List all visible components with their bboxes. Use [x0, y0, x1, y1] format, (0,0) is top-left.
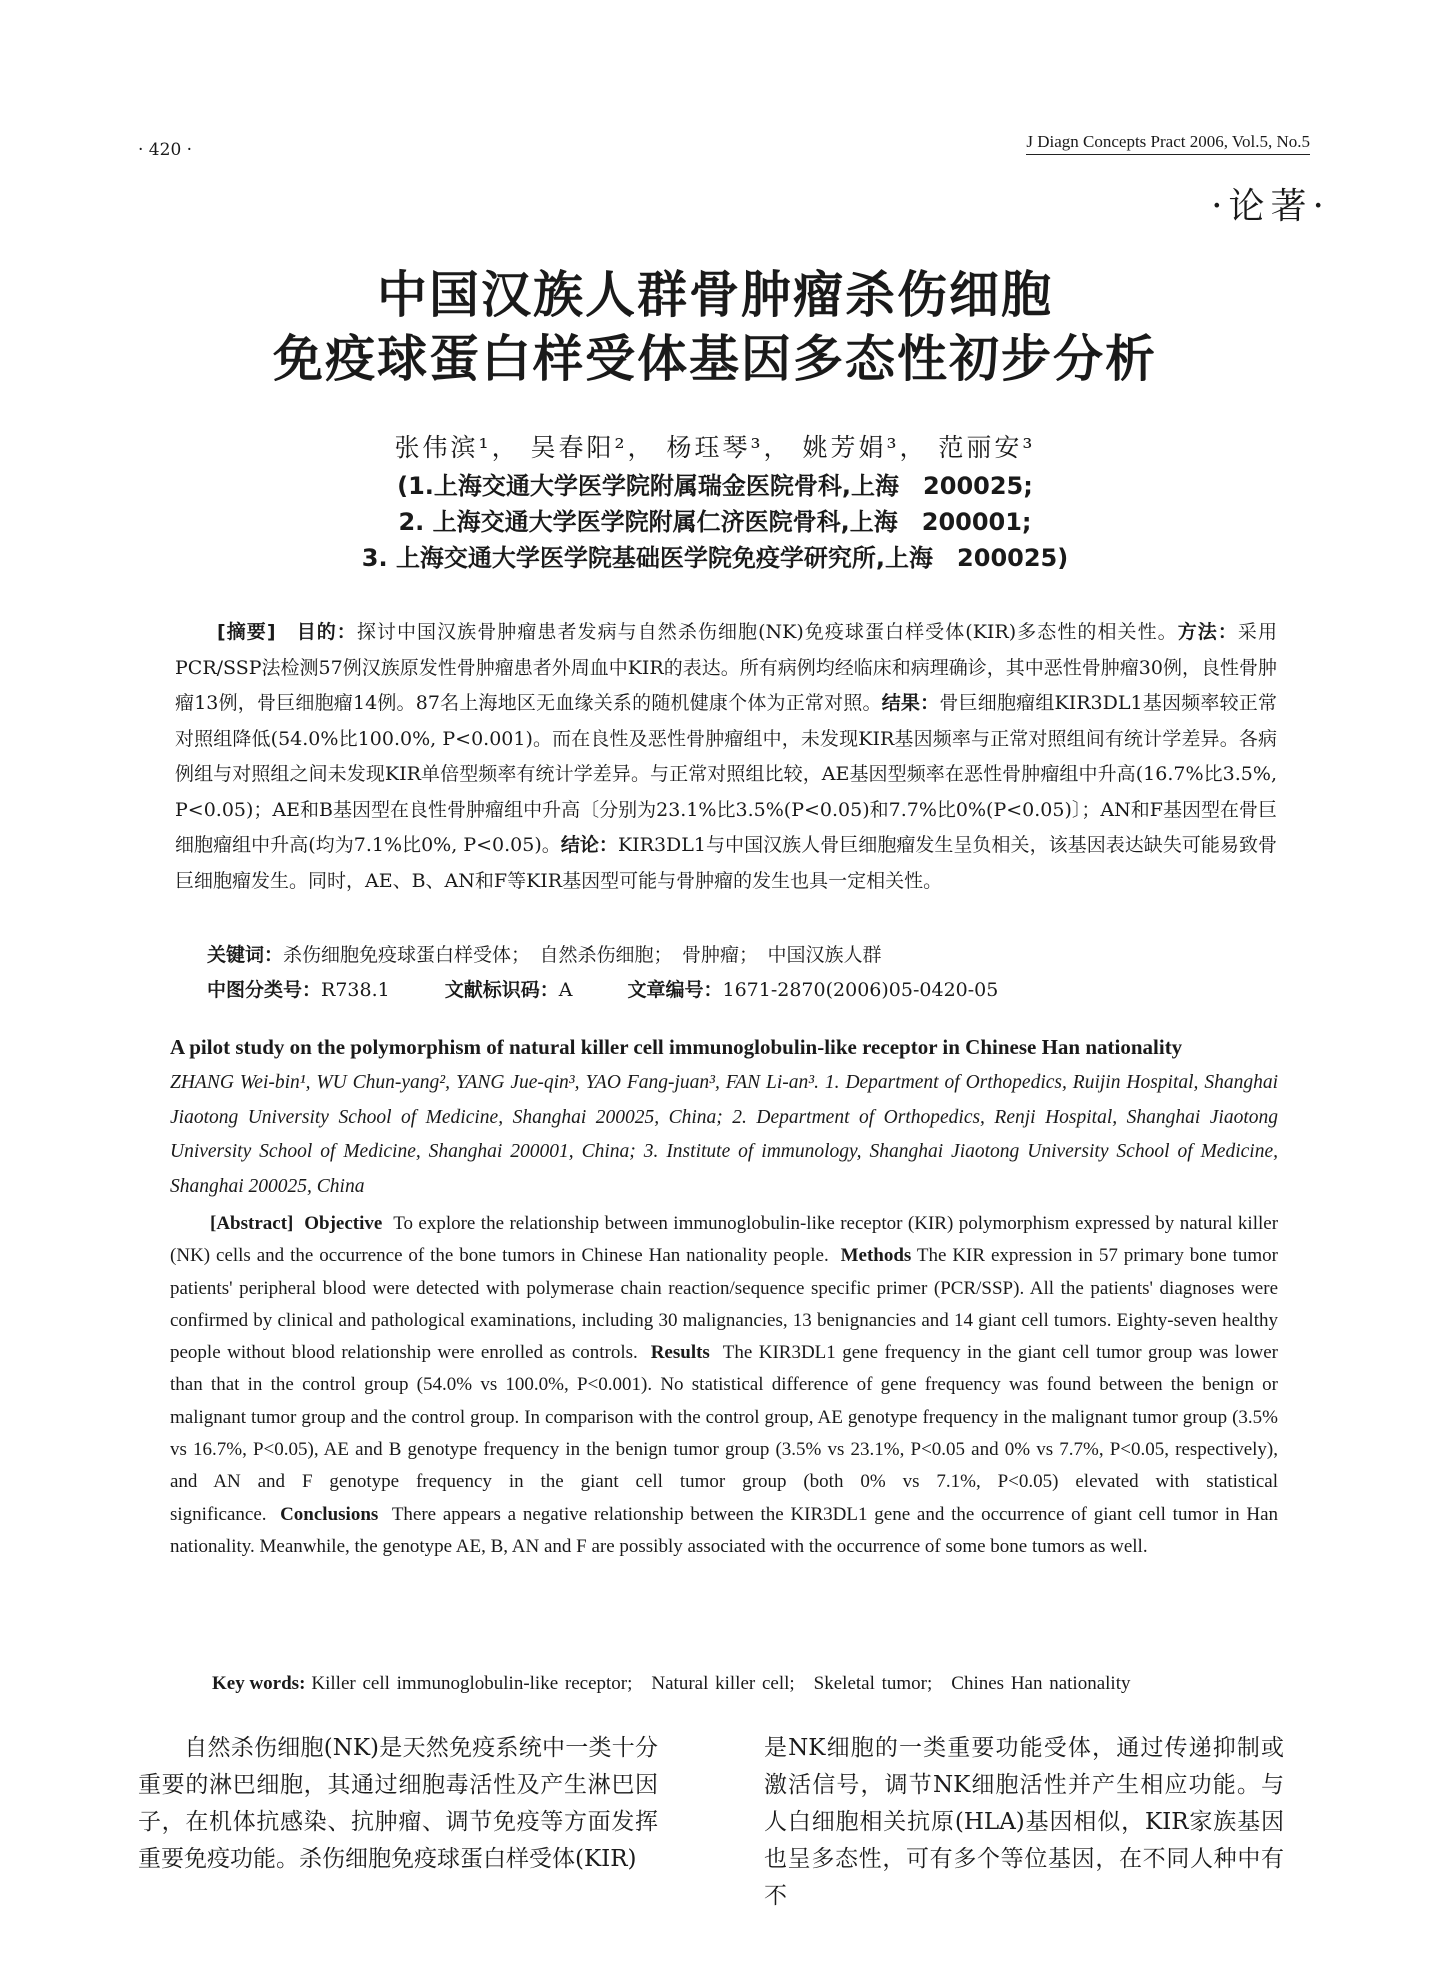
title-line-1: 中国汉族人群骨肿瘤杀伤细胞 [377, 266, 1053, 324]
abstract-cn-label: [摘要] [217, 621, 276, 643]
section-label: ·论著· [1211, 186, 1330, 227]
methods-en-text: The KIR expression in 57 primary bone tumor patients' peripheral blood were detected with polymerase chain reaction/sequence specific primer (PCR/SSP). All the patients' diagnoses were confirmed by clinical and pathological examinations, including 30 malignancies, 13 benignancies and 14 giant cell tumors. Eighty-seven healthy people without blood relationship were enrolled as controls. [170, 1245, 1279, 1364]
results-text: 骨巨细胞瘤组KIR3DL1基因频率较正常对照组降低(54.0%比100.0%, P<0.001)。而在良性及恶性骨肿瘤组中，未发现KIR基因频率与正常对照组间有统计学差异。各病例组与对照组之间未发现KIR单倍型频率有统计学差异。与正常对照组比较，AE基因型频率在恶性骨肿瘤组中升高(16.7%比3.5%, P<0.05)；AE和B基因型在良性骨肿瘤组中升高〔分别为23.1%比3.5%(P<0.05)和7.7%比0%(P<0.05)〕；AN和F基因型在骨巨细胞瘤组中升高(均为7.1%比0%, P<0.05)。 [175, 692, 1277, 856]
keywords-cn-text: 杀伤细胞免疫球蛋白样受体； 自然杀伤细胞； 骨肿瘤； 中国汉族人群 [283, 944, 882, 966]
affiliation-2: 2. 上海交通大学医学院附属仁济医院骨科,上海 200001; [398, 508, 1032, 536]
clc-value: R738.1 [321, 979, 390, 1001]
abstract-cn [175, 615, 1277, 899]
keywords-cn [207, 940, 882, 967]
keywords-cn-label: 关键词： [207, 944, 284, 966]
abstract-en [170, 1208, 1278, 1563]
keywords-en-text: Killer cell immunoglobulin-like receptor; Natural killer cell; Skeletal tumor; Chines Han nationality [311, 1673, 1131, 1694]
body-column-left [138, 1730, 658, 1878]
conclusions-en-label: Conclusions [280, 1503, 379, 1525]
body-right-text: 是NK细胞的一类重要功能受体，通过传递抑制或激活信号，调节NK细胞活性并产生相应功能。与人白细胞相关抗原(HLA)基因相似，KIR家族基因也呈多态性，可有多个等位基因，在不同人种中有不 [764, 1735, 1284, 1909]
keywords-en-label: Key words: [212, 1673, 306, 1694]
objective-text: 探讨中国汉族骨肿瘤患者发病与自然杀伤细胞(NK)免疫球蛋白样受体(KIR)多态性的相关性。 [356, 621, 1178, 643]
article-no-value: 1671-2870(2006)05-0420-05 [722, 979, 999, 1001]
keywords-en [212, 1668, 1130, 1695]
body-column-right [764, 1730, 1284, 1915]
objective-label: 目的： [296, 621, 357, 643]
conclusion-text: KIR3DL1与中国汉族人骨巨细胞瘤发生呈负相关，该基因表达缺失可能易致骨巨细胞瘤发生。同时，AE、B、AN和F等KIR基因型可能与骨肿瘤的发生也具一定相关性。 [175, 834, 1277, 892]
english-authors: ZHANG Wei-bin¹, WU Chun-yang², YANG Jue-qin³, YAO Fang-juan³, FAN Li-an³. 1. Department of Orthopedics, Ruijin Hospital, Shanghai Jiaotong University School of Medicine, Shanghai 200025, China; 2. Department of Orthopedics, Renji Hospital, Shanghai Jiaotong University School of Medicine, Shanghai 200001, China; 3. Institute of immunology, Shanghai Jiaotong University School of Medicine, Shanghai 200025, China [170, 1072, 1278, 1197]
objective-en-label: Objective [304, 1213, 383, 1234]
page-number: · 420 · [138, 140, 193, 160]
results-en-text: The KIR3DL1 gene frequency in the giant cell tumor group was lower than that in the control group (54.0% vs 100.0%, P<0.001). No statistical difference of gene frequency was found between the benign or malignant tumor group and the control group. In comparison with the control group, AE genotype frequency in the malignant tumor group (3.5% vs 16.7%, P<0.05), AE and B genotype frequency in the benign tumor group (3.5% vs 23.1%, P<0.05 and 0% vs 7.7%, P<0.05, respectively), and AN and F genotype frequency in the giant cell tumor group (both 0% vs 7.1%, P<0.05) elevated with statistical significance. [170, 1342, 1279, 1525]
article-no-label: 文章编号： [627, 979, 723, 1001]
authors-cn: 张伟滨¹， 吴春阳²， 杨珏琴³， 姚芳娟³， 范丽安³ [394, 433, 1036, 462]
affiliation-1: (1.上海交通大学医学院附属瑞金医院骨科,上海 200025; [397, 472, 1033, 500]
doc-code-value: A [558, 979, 573, 1001]
results-label: 结果： [881, 692, 940, 714]
methods-text: 采用PCR/SSP法检测57例汉族原发性骨肿瘤患者外周血中KIR的表达。所有病例均经临床和病理确诊，其中恶性骨肿瘤30例，良性骨肿瘤13例，骨巨细胞瘤14例。87名上海地区无血缘关系的随机健康个体为正常对照。 [175, 621, 1277, 714]
english-title: A pilot study on the polymorphism of natural killer cell immunoglobulin-like receptor in Chinese Han nationality [170, 1035, 1183, 1059]
body-left-text: 自然杀伤细胞(NK)是天然免疫系统中一类十分重要的淋巴细胞，其通过细胞毒活性及产生淋巴因子，在机体抗感染、抗肿瘤、调节免疫等方面发挥重要免疫功能。杀伤细胞免疫球蛋白样受体(KIR) [138, 1735, 658, 1872]
clc-label: 中图分类号： [207, 979, 322, 1001]
conclusion-label: 结论： [560, 834, 618, 856]
methods-label: 方法： [1177, 621, 1238, 643]
results-en-label: Results [650, 1342, 710, 1364]
classification-line [207, 975, 1053, 1002]
doc-code-label: 文献标识码： [444, 979, 559, 1001]
methods-en-label: Methods [840, 1245, 912, 1267]
title-line-2: 免疫球蛋白样受体基因多态性初步分析 [273, 330, 1157, 388]
abstract-en-label: [Abstract] [210, 1213, 294, 1234]
conclusions-en-text: There appears a negative relationship between the KIR3DL1 gene and the occurrence of giant cell tumor in Han nationality. Meanwhile, the genotype AE, B, AN and F are possibly associated with the occurrence of some bone tumors as well. [170, 1503, 1279, 1557]
journal-citation: J Diagn Concepts Pract 2006, Vol.5, No.5 [1026, 132, 1310, 155]
objective-en-text: To explore the relationship between immunoglobulin-like receptor (KIR) polymorphism expressed by natural killer (NK) cells and the occurrence of the bone tumors in Chinese Han nationality people. [170, 1213, 1279, 1267]
affiliation-3: 3. 上海交通大学医学院基础医学院免疫学研究所,上海 200025) [361, 544, 1069, 572]
